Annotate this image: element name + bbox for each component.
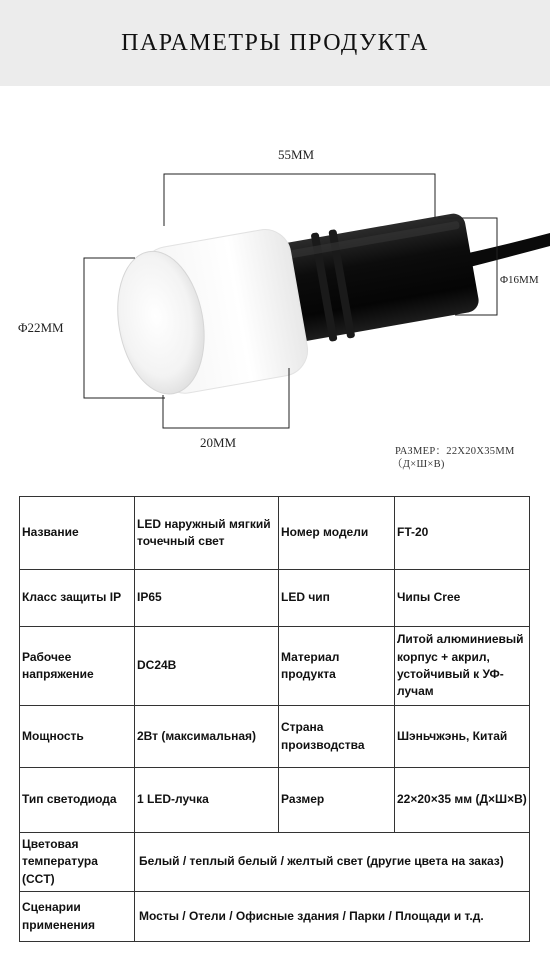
spec-key: Класс защиты IP [20,570,135,627]
cap-length-label: 20MM [200,435,237,450]
spec-value: 1 LED-лучка [135,768,279,833]
table-row [20,627,530,706]
spec-key: Цветовая температура (CCT) [20,833,135,892]
table-row [20,497,530,570]
spec-value: Чипы Cree [395,570,530,627]
size-note-line2: （Д×Ш×В) [392,459,445,470]
product-diagram [0,86,550,490]
page-header [0,0,550,86]
spec-key: Мощность [20,706,135,768]
table-row [20,570,530,627]
spec-key: Название [20,497,135,570]
spec-key: Размер [279,768,395,833]
spec-key: Страна производства [279,706,395,768]
white-cap [107,225,312,402]
spec-value: Шэньчжэнь, Китай [395,706,530,768]
table-row [20,892,530,942]
diameter-label: Φ22MM [18,320,64,335]
table-row [20,706,530,768]
spec-value: LED наружный мягкий точечный свет [135,497,279,570]
dim-line-length [164,174,435,226]
table-row [20,833,530,892]
spec-value: Литой алюминиевый корпус + акрил, устойчивый к УФ-лучам [395,627,530,706]
spec-value: IP65 [135,570,279,627]
spec-value: Мосты / Отели / Офисные здания / Парки / Площади и т.д. [135,892,530,942]
spec-value: Белый / теплый белый / желтый свет (другие цвета на заказ) [135,833,530,892]
spec-key: Рабочее напряжение [20,627,135,706]
spec-key: LED чип [279,570,395,627]
spec-value: FT-20 [395,497,530,570]
cable-diameter-label: Φ16MM [500,274,539,286]
spec-key: Номер модели [279,497,395,570]
table-row [20,768,530,833]
size-note-line1: РАЗМЕР：22X20X35MM [395,446,515,457]
spec-value: DC24В [135,627,279,706]
page-title: ПАРАМЕТРЫ ПРОДУКТА [121,29,429,56]
spec-value: 2Вт (максимальная) [135,706,279,768]
spec-key: Материал продукта [279,627,395,706]
spec-key: Тип светодиода [20,768,135,833]
spec-table [19,496,530,942]
spec-key: Сценарии применения [20,892,135,942]
length-label: 55MM [278,147,315,162]
product-illustration [0,86,550,490]
spec-value: 22×20×35 мм (Д×Ш×В) [395,768,530,833]
